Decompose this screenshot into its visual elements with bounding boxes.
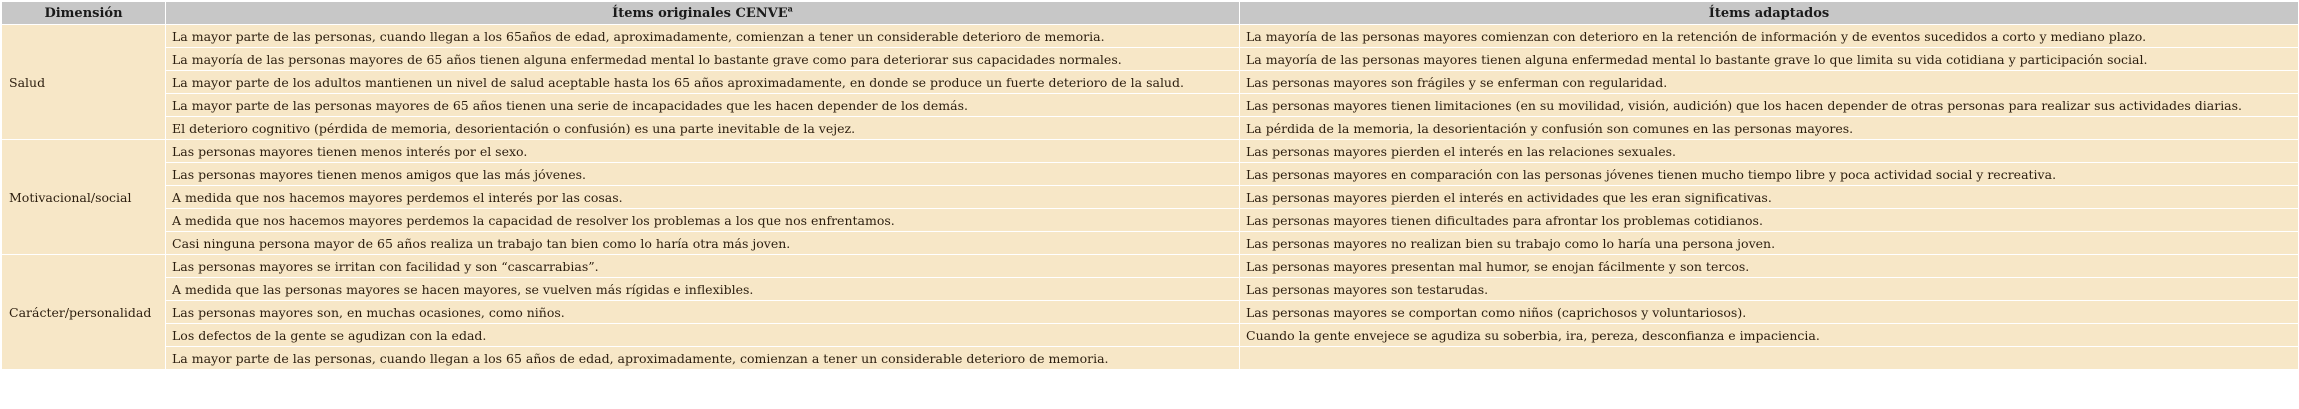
adapted-item-cell [1240, 347, 2299, 370]
table-row [2, 48, 2299, 71]
adapted-item-cell: Las personas mayores se comportan como niños (caprichosos y voluntariosos). [1240, 301, 2299, 324]
adapted-item-cell: Las personas mayores presentan mal humor, se enojan fácilmente y son tercos. [1240, 255, 2299, 278]
original-item-cell: Los defectos de la gente se agudizan con la edad. [166, 324, 1240, 347]
table-row [2, 232, 2299, 255]
adapted-item-cell: Las personas mayores pierden el interés en actividades que les eran significativas. [1240, 186, 2299, 209]
table-row [2, 94, 2299, 117]
header-original-label: Ítems originales CENVE [612, 5, 788, 21]
items-table [1, 1, 2299, 370]
original-item-cell: Las personas mayores se irritan con facilidad y son “cascarrabias”. [166, 255, 1240, 278]
dimension-cell: Carácter/personalidad [2, 255, 166, 370]
adapted-item-cell: Las personas mayores no realizan bien su trabajo como lo haría una persona joven. [1240, 232, 2299, 255]
dimension-cell: Motivacional/social [2, 140, 166, 255]
original-item-cell: A medida que nos hacemos mayores perdemos el interés por las cosas. [166, 186, 1240, 209]
adapted-item-cell: Cuando la gente envejece se agudiza su soberbia, ira, pereza, desconfianza e impaciencia. [1240, 324, 2299, 347]
table-row [2, 140, 2299, 163]
original-item-cell: La mayor parte de las personas mayores de 65 años tienen una serie de incapacidades que les hacen depender de los demás. [166, 94, 1240, 117]
original-item-cell: La mayoría de las personas mayores de 65 años tienen alguna enfermedad mental lo bastante grave como para deteriorar sus capacidades normales. [166, 48, 1240, 71]
header-adapted-items: Ítems adaptados [1240, 2, 2299, 25]
original-item-cell: A medida que las personas mayores se hacen mayores, se vuelven más rígidas e inflexibles. [166, 278, 1240, 301]
adapted-item-cell: La mayoría de las personas mayores tienen alguna enfermedad mental lo bastante grave lo que limita su vida cotidiana y participación social. [1240, 48, 2299, 71]
table-row [2, 209, 2299, 232]
table-row [2, 186, 2299, 209]
table-row [2, 163, 2299, 186]
original-item-cell: Las personas mayores tienen menos amigos que las más jóvenes. [166, 163, 1240, 186]
adapted-item-cell: Las personas mayores pierden el interés en las relaciones sexuales. [1240, 140, 2299, 163]
adapted-item-cell: La pérdida de la memoria, la desorientación y confusión son comunes en las personas mayores. [1240, 117, 2299, 140]
original-item-cell: El deterioro cognitivo (pérdida de memoria, desorientación o confusión) es una parte inevitable de la vejez. [166, 117, 1240, 140]
table-row [2, 25, 2299, 48]
adapted-item-cell: Las personas mayores tienen dificultades para afrontar los problemas cotidianos. [1240, 209, 2299, 232]
adapted-item-cell: Las personas mayores en comparación con las personas jóvenes tienen mucho tiempo libre y poca actividad social y recreativa. [1240, 163, 2299, 186]
table-row [2, 347, 2299, 370]
table-row [2, 301, 2299, 324]
table-row [2, 117, 2299, 140]
original-item-cell: Las personas mayores son, en muchas ocasiones, como niños. [166, 301, 1240, 324]
original-item-cell: La mayor parte de las personas, cuando llegan a los 65años de edad, aproximadamente, comienzan a tener un considerable deterioro de memoria. [166, 25, 1240, 48]
adapted-item-cell: Las personas mayores son frágiles y se enferman con regularidad. [1240, 71, 2299, 94]
adapted-item-cell: La mayoría de las personas mayores comienzan con deterioro en la retención de información y de eventos sucedidos a corto y mediano plazo. [1240, 25, 2299, 48]
adapted-item-cell: Las personas mayores son testarudas. [1240, 278, 2299, 301]
header-original-items [166, 2, 1240, 25]
table-row [2, 255, 2299, 278]
original-item-cell: Casi ninguna persona mayor de 65 años realiza un trabajo tan bien como lo haría otra más joven. [166, 232, 1240, 255]
original-item-cell: La mayor parte de los adultos mantienen un nivel de salud aceptable hasta los 65 años aproximadamente, en donde se produce un fuerte deterioro de la salud. [166, 71, 1240, 94]
original-item-cell: La mayor parte de las personas, cuando llegan a los 65 años de edad, aproximadamente, comienzan a tener un considerable deterioro de memoria. [166, 347, 1240, 370]
original-item-cell: Las personas mayores tienen menos interés por el sexo. [166, 140, 1240, 163]
adapted-item-cell: Las personas mayores tienen limitaciones (en su movilidad, visión, audición) que los hacen depender de otras personas para realizar sus actividades diarias. [1240, 94, 2299, 117]
footnote-marker: a [787, 3, 793, 14]
table-header-row [2, 2, 2299, 25]
table-row [2, 71, 2299, 94]
header-dimension: Dimensión [2, 2, 166, 25]
original-item-cell: A medida que nos hacemos mayores perdemos la capacidad de resolver los problemas a los que nos enfrentamos. [166, 209, 1240, 232]
table-row [2, 278, 2299, 301]
table-body [2, 25, 2299, 370]
table-row [2, 324, 2299, 347]
dimension-cell: Salud [2, 25, 166, 140]
